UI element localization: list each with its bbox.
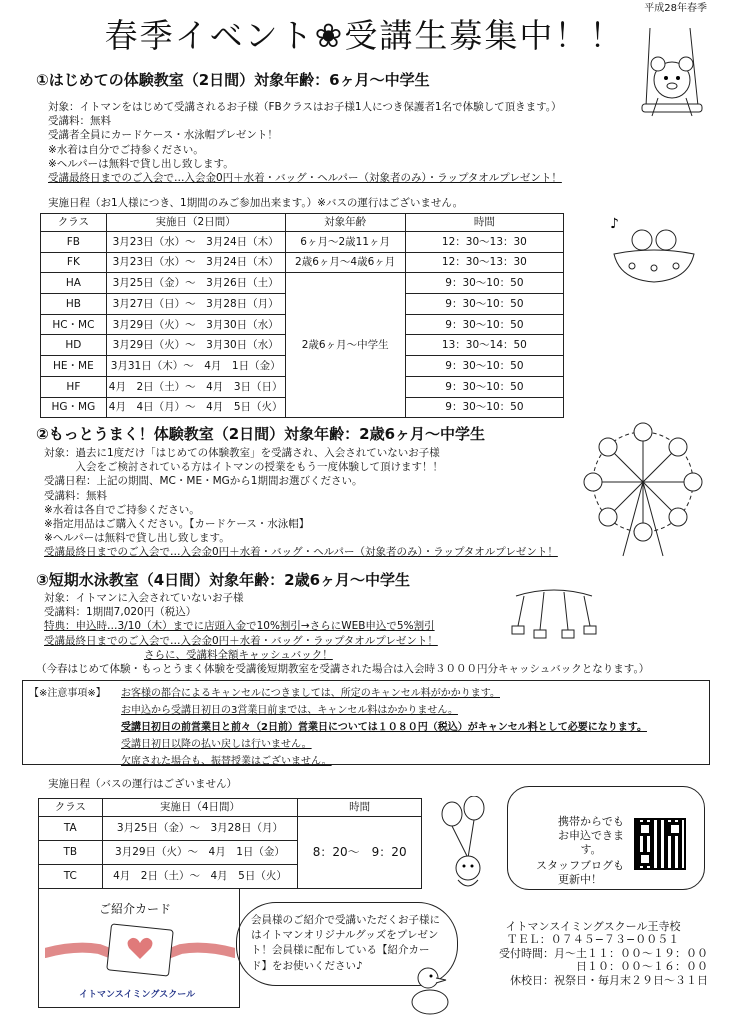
time-cell: 12：30〜13：30 bbox=[405, 232, 563, 253]
section3-line: さらに、受講料全額キャッシュバック！ bbox=[144, 648, 333, 661]
class-cell: TB bbox=[39, 841, 103, 865]
section3-line: （今春はじめて体験・もっとうまく体験を受講後短期教室を受講された場合は入会時３０００円分キャッシュバックとなります。） bbox=[36, 662, 650, 675]
ferris-wheel-illustration bbox=[578, 418, 708, 558]
time-cell: 9：30〜10：50 bbox=[405, 314, 563, 335]
time-cell: 12：30〜13：30 bbox=[405, 252, 563, 273]
table-header: 時間 bbox=[405, 214, 563, 232]
teacup-animals-illustration bbox=[604, 210, 704, 290]
mobile-apply-text bbox=[548, 815, 634, 856]
date-cell: 3月23日（水）〜 3月24日（木） bbox=[106, 232, 285, 253]
section3-schedule-note: 実施日程（バスの運行はございません） bbox=[48, 778, 237, 790]
hands-card-illustration bbox=[45, 919, 235, 983]
time-cell: 9：30〜10：50 bbox=[405, 397, 563, 418]
section2-line: 受講最終日までのご入会で…入会金0円＋水着・バッグ・ヘルパー（対象者のみ）・ラップタオルプレゼント！ bbox=[44, 546, 558, 559]
mobile-text-line: スタッフブログも bbox=[536, 859, 624, 872]
date-cell: 3月29日（火）〜 4月 1日（金） bbox=[102, 841, 298, 865]
table-header: 実施日（2日間） bbox=[106, 214, 285, 232]
time-cell: 9：30〜10：50 bbox=[405, 294, 563, 315]
svg-text:♪: ♪ bbox=[610, 216, 619, 232]
school-tel[interactable]: ＴＥＬ：０７４５−７３−００５１ bbox=[506, 933, 680, 947]
class-cell: HF bbox=[41, 376, 107, 397]
section1-schedule-table bbox=[40, 213, 564, 418]
date-cell: 4月 4日（月）〜 4月 5日（火） bbox=[106, 397, 285, 418]
date-cell: 3月25日（金）〜 3月26日（土） bbox=[106, 273, 285, 294]
section3-schedule-table bbox=[38, 798, 422, 889]
date-cell: 3月23日（水）〜 3月24日（木） bbox=[106, 252, 285, 273]
school-hours: 日１０：００〜１６：００ bbox=[576, 960, 708, 974]
page-title: 春季イベント❀受講生募集中！！ bbox=[104, 16, 625, 55]
table-header: 実施日（4日間） bbox=[102, 799, 298, 817]
school-closed: 休校日：祝祭日・毎月末２９日〜３１日 bbox=[510, 973, 708, 987]
intro-card-box bbox=[38, 888, 240, 1008]
age-cell: 2歳6ヶ月〜4歳6ヶ月 bbox=[285, 252, 405, 273]
section1-line: ※ヘルパーは無料で貸し出し致します。 bbox=[48, 157, 234, 170]
class-cell: HA bbox=[41, 273, 107, 294]
notice-line: お客様の都合によるキャンセルにつきましては、所定のキャンセル料がかかります。 bbox=[121, 688, 500, 699]
table-header: 時間 bbox=[298, 799, 422, 817]
era-label: 平成28年春季 bbox=[644, 3, 707, 14]
date-cell: 3月31日（木）〜 4月 1日（金） bbox=[106, 356, 285, 377]
section1-details bbox=[48, 100, 562, 185]
class-cell: TC bbox=[39, 865, 103, 889]
mobile-text-line: 更新中！ bbox=[558, 872, 602, 886]
qr-code[interactable] bbox=[634, 818, 686, 870]
section1-schedule-note: 実施日程（お1人様につき、1期間のみご参加出来ます。）※バスの運行はございません。 bbox=[48, 197, 464, 209]
section2-line: ※ヘルパーは無料で貸し出し致します。 bbox=[44, 532, 230, 545]
time-cell: 9：30〜10：50 bbox=[405, 376, 563, 397]
section1-line: 受講料：無料 bbox=[48, 115, 111, 128]
section3-heading: ③短期水泳教室（4日間）対象年齢：2歳6ヶ月〜中学生 bbox=[36, 571, 411, 589]
time-cell: 9：30〜10：50 bbox=[405, 356, 563, 377]
age-cell-merged: 2歳6ヶ月〜中学生 bbox=[285, 273, 405, 418]
time-cell: 9：30〜10：50 bbox=[405, 273, 563, 294]
table-header: クラス bbox=[39, 799, 103, 817]
notice-line: 受講日初日の前営業日と前々（2日前）営業日については１０８０円（税込）がキャンセル料として必要になります。 bbox=[121, 722, 647, 733]
notice-line: お申込から受講日初日の3営業日前までは、キャンセル料はかかりません。 bbox=[121, 705, 458, 716]
notice-label: 【※注意事項※】 bbox=[29, 688, 106, 699]
duck-illustration bbox=[404, 958, 456, 1018]
date-cell: 3月29日（火）〜 3月30日（水） bbox=[106, 314, 285, 335]
time-cell: 13：30〜14：50 bbox=[405, 335, 563, 356]
notice-lines bbox=[121, 685, 647, 770]
class-cell: HC・MC bbox=[41, 314, 107, 335]
swing-bear-illustration bbox=[628, 28, 714, 134]
staff-blog-text bbox=[528, 859, 632, 887]
section2-line: ※水着は各自でご持参ください。 bbox=[44, 503, 200, 516]
section2-heading: ②もっとうまく！体験教室（2日間）対象年齢：2歳6ヶ月〜中学生 bbox=[36, 425, 486, 443]
table-row bbox=[41, 273, 564, 294]
mobile-text-line: 携帯からでも bbox=[558, 815, 624, 828]
section3-line: 対象：イトマンに入会されていないお子様 bbox=[44, 592, 244, 604]
time-cell-merged: 8：20〜 9：20 bbox=[298, 817, 422, 889]
section3-line: 特典：申込時…3/10（木）までに店頭入金で10%割引→さらにWEB申込で5%割引 bbox=[44, 620, 435, 633]
date-cell: 4月 2日（土）〜 4月 5日（火） bbox=[102, 865, 298, 889]
section1-line: 受講最終日までのご入会で…入会金0円＋水着・バッグ・ヘルパー（対象者のみ）・ラップタオルプレゼント！ bbox=[48, 171, 562, 184]
date-cell: 3月29日（火）〜 3月30日（水） bbox=[106, 335, 285, 356]
class-cell: FB bbox=[41, 232, 107, 253]
section1-heading: ①はじめての体験教室（2日間）対象年齢：6ヶ月〜中学生 bbox=[36, 71, 430, 89]
section3-line: 受講料：1期間7,020円（税込） bbox=[44, 606, 197, 619]
age-cell: 6ヶ月〜2歳11ヶ月 bbox=[285, 232, 405, 253]
class-cell: TA bbox=[39, 817, 103, 841]
swing-ride-illustration bbox=[506, 586, 602, 646]
date-cell: 3月27日（日）〜 3月28日（月） bbox=[106, 294, 285, 315]
referral-text: 会員様のご紹介で受講いただくお子様にはイトマンオリジナルグッズをプレゼント！会員様に配布している【紹介カード】をお使いください♪ bbox=[251, 914, 440, 972]
notice-line: 受講日初日以降の払い戻しは行いません。 bbox=[121, 739, 312, 750]
school-hours: 受付時間：月〜土１１：００〜１９：００ bbox=[499, 946, 708, 960]
school-info bbox=[468, 920, 708, 987]
table-header: クラス bbox=[41, 214, 107, 232]
class-cell: HE・ME bbox=[41, 356, 107, 377]
mobile-text-line: お申込できます。 bbox=[558, 828, 624, 856]
section2-line: 受講日程：上記の期間、MC・ME・MGから1期間お選びください。 bbox=[44, 475, 363, 488]
date-cell: 4月 2日（土）〜 4月 3日（日） bbox=[106, 376, 285, 397]
notice-line: 欠席された場合も、振替授業はございません。 bbox=[121, 756, 332, 767]
section3-line: 受講最終日までのご入会で…入会金0円＋水着・バッグ・ラップタオルプレゼント！ bbox=[44, 634, 438, 647]
section2-details bbox=[44, 446, 558, 559]
table-row bbox=[39, 817, 422, 841]
school-name: イトマンスイミングスクール王寺校 bbox=[505, 920, 681, 933]
section1-line: 対象：イトマンをはじめて受講されるお子様（FBクラスはお子様1人につき保護者1名で体験して頂きます。） bbox=[48, 101, 562, 113]
section2-line: 受講料：無料 bbox=[44, 489, 107, 502]
intro-card-label: ご紹介カード bbox=[99, 902, 172, 916]
date-cell: 3月25日（金）〜 3月28日（月） bbox=[102, 817, 298, 841]
table-header: 対象年齢 bbox=[285, 214, 405, 232]
section2-line: 対象：過去に1度だけ「はじめての体験教室」を受講され、入会されていないお子様 bbox=[44, 447, 440, 459]
balloon-animal-illustration bbox=[434, 796, 504, 896]
notice-box bbox=[22, 680, 710, 765]
class-cell: HD bbox=[41, 335, 107, 356]
section2-line: ※指定用品はご購入ください。【カードケース・水泳帽】 bbox=[44, 517, 310, 530]
section2-line: 入会をご検討されている方はイトマンの授業をもう一度体験して頂けます！！ bbox=[44, 461, 443, 474]
intro-card-logo: イトマンスイミングスクール bbox=[79, 990, 196, 1000]
class-cell: HB bbox=[41, 294, 107, 315]
section1-line: 受講者全員にカードケース・水泳帽プレゼント！ bbox=[48, 129, 278, 142]
table-row bbox=[41, 252, 564, 273]
class-cell: HG・MG bbox=[41, 397, 107, 418]
table-row bbox=[41, 232, 564, 253]
class-cell: FK bbox=[41, 252, 107, 273]
section1-line: ※水着は自分でご持参ください。 bbox=[48, 143, 204, 156]
